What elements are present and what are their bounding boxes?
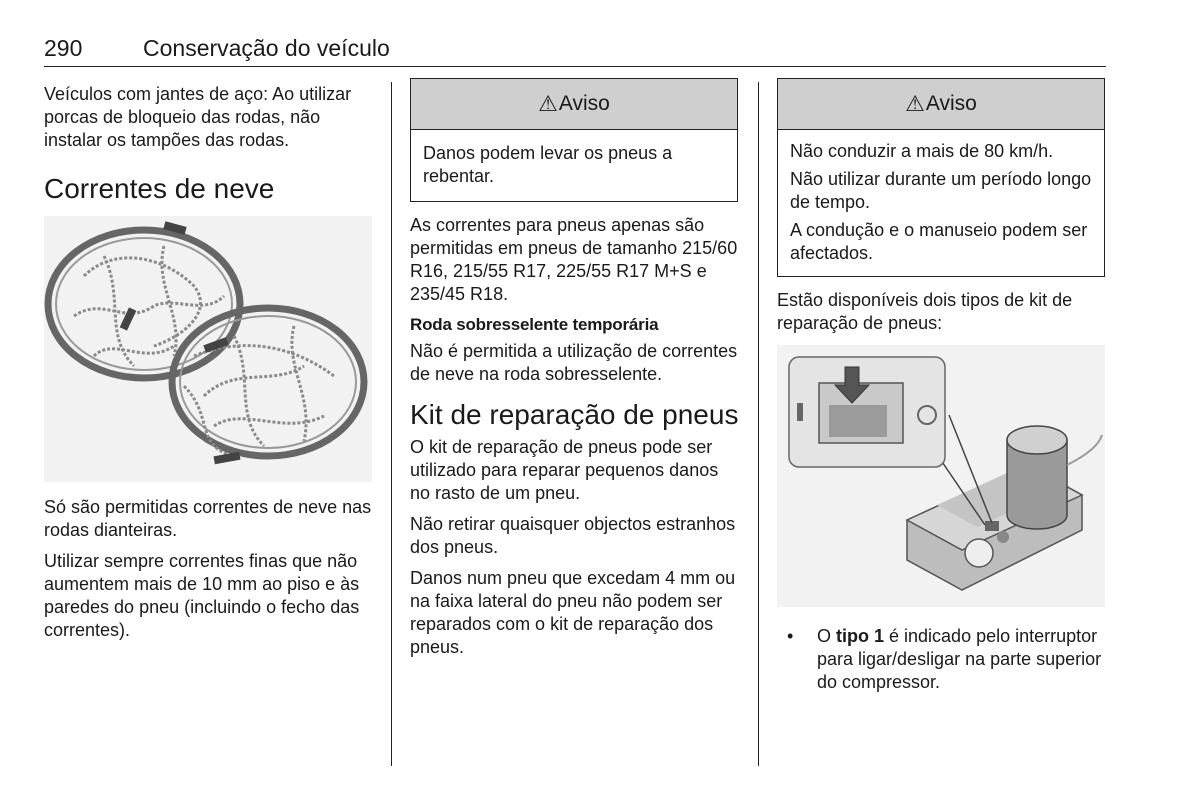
repair-kit-heading: Kit de reparação de pneus xyxy=(410,399,739,430)
chains-tyre-sizes: As correntes para pneus apenas são permitidas em pneus de tamanho 215/60 R16, 215/55 R17, 225/55 R17 M+S e 235/45 R18. xyxy=(410,215,738,304)
page-number: 290 xyxy=(44,35,83,61)
warning-icon: ⚠ xyxy=(538,91,558,116)
bullet-type1: • O tipo 1 é indicado pelo interruptor para ligar/desligar na parte superior do compressor. xyxy=(787,626,1102,692)
steel-rims-note: Veículos com jantes de aço: Ao utilizar porcas de bloqueio das rodas, não instalar os tampões das rodas. xyxy=(44,84,352,150)
spare-wheel-note: Não é permitida a utilização de correntes de neve na roda sobresselente. xyxy=(410,341,738,384)
column-left xyxy=(44,78,376,650)
section-title: Conservação do veículo xyxy=(143,35,390,61)
front-wheels-note: Só são permitidas correntes de neve nas rodas dianteiras. xyxy=(44,497,372,540)
column-divider xyxy=(758,82,759,766)
handling-warning: A condução e o manuseio podem ser afectados. xyxy=(790,220,1088,263)
warning-header xyxy=(778,79,1104,130)
warning-title: Aviso xyxy=(925,92,977,115)
snow-chains-heading: Correntes de neve xyxy=(44,173,275,204)
temporary-spare-subheading: Roda sobresselente temporária xyxy=(410,315,659,334)
thin-chains-note: Utilizar sempre correntes finas que não aumentem mais de 10 mm ao piso e às paredes do pneu (incluindo o fecho das correntes). xyxy=(44,551,360,640)
repair-kit-purpose: O kit de reparação de pneus pode ser utilizado para reparar pequenos danos no rasto de um pneu. xyxy=(410,437,719,503)
foreign-objects-note: Não retirar quaisquer objectos estranhos dos pneus. xyxy=(410,514,736,557)
warning-title: Aviso xyxy=(558,92,610,115)
speed-limit-warning: Não conduzir a mais de 80 km/h. xyxy=(790,141,1054,161)
column-right xyxy=(777,78,1107,702)
bullet-dot: • xyxy=(787,626,794,646)
damage-limit-note: Danos num pneu que excedam 4 mm ou na faixa lateral do pneu não podem ser reparados com o kit de reparação dos pneus. xyxy=(410,568,736,657)
column-middle xyxy=(410,78,742,667)
type1-label: tipo 1 xyxy=(836,626,885,646)
warning-box xyxy=(777,78,1105,277)
warning-header xyxy=(411,79,737,130)
snow-chains-illustration xyxy=(44,216,372,482)
column-divider xyxy=(391,82,392,766)
warning-icon: ⚠ xyxy=(905,91,925,116)
warning-text: Danos podem levar os pneus a rebentar. xyxy=(423,143,673,186)
duration-warning: Não utilizar durante um período longo de tempo. xyxy=(790,169,1092,212)
compressor-illustration xyxy=(777,345,1105,607)
page-header xyxy=(44,32,1106,67)
kit-types-intro: Estão disponíveis dois tipos de kit de reparação de pneus: xyxy=(777,290,1073,333)
warning-box xyxy=(410,78,738,202)
